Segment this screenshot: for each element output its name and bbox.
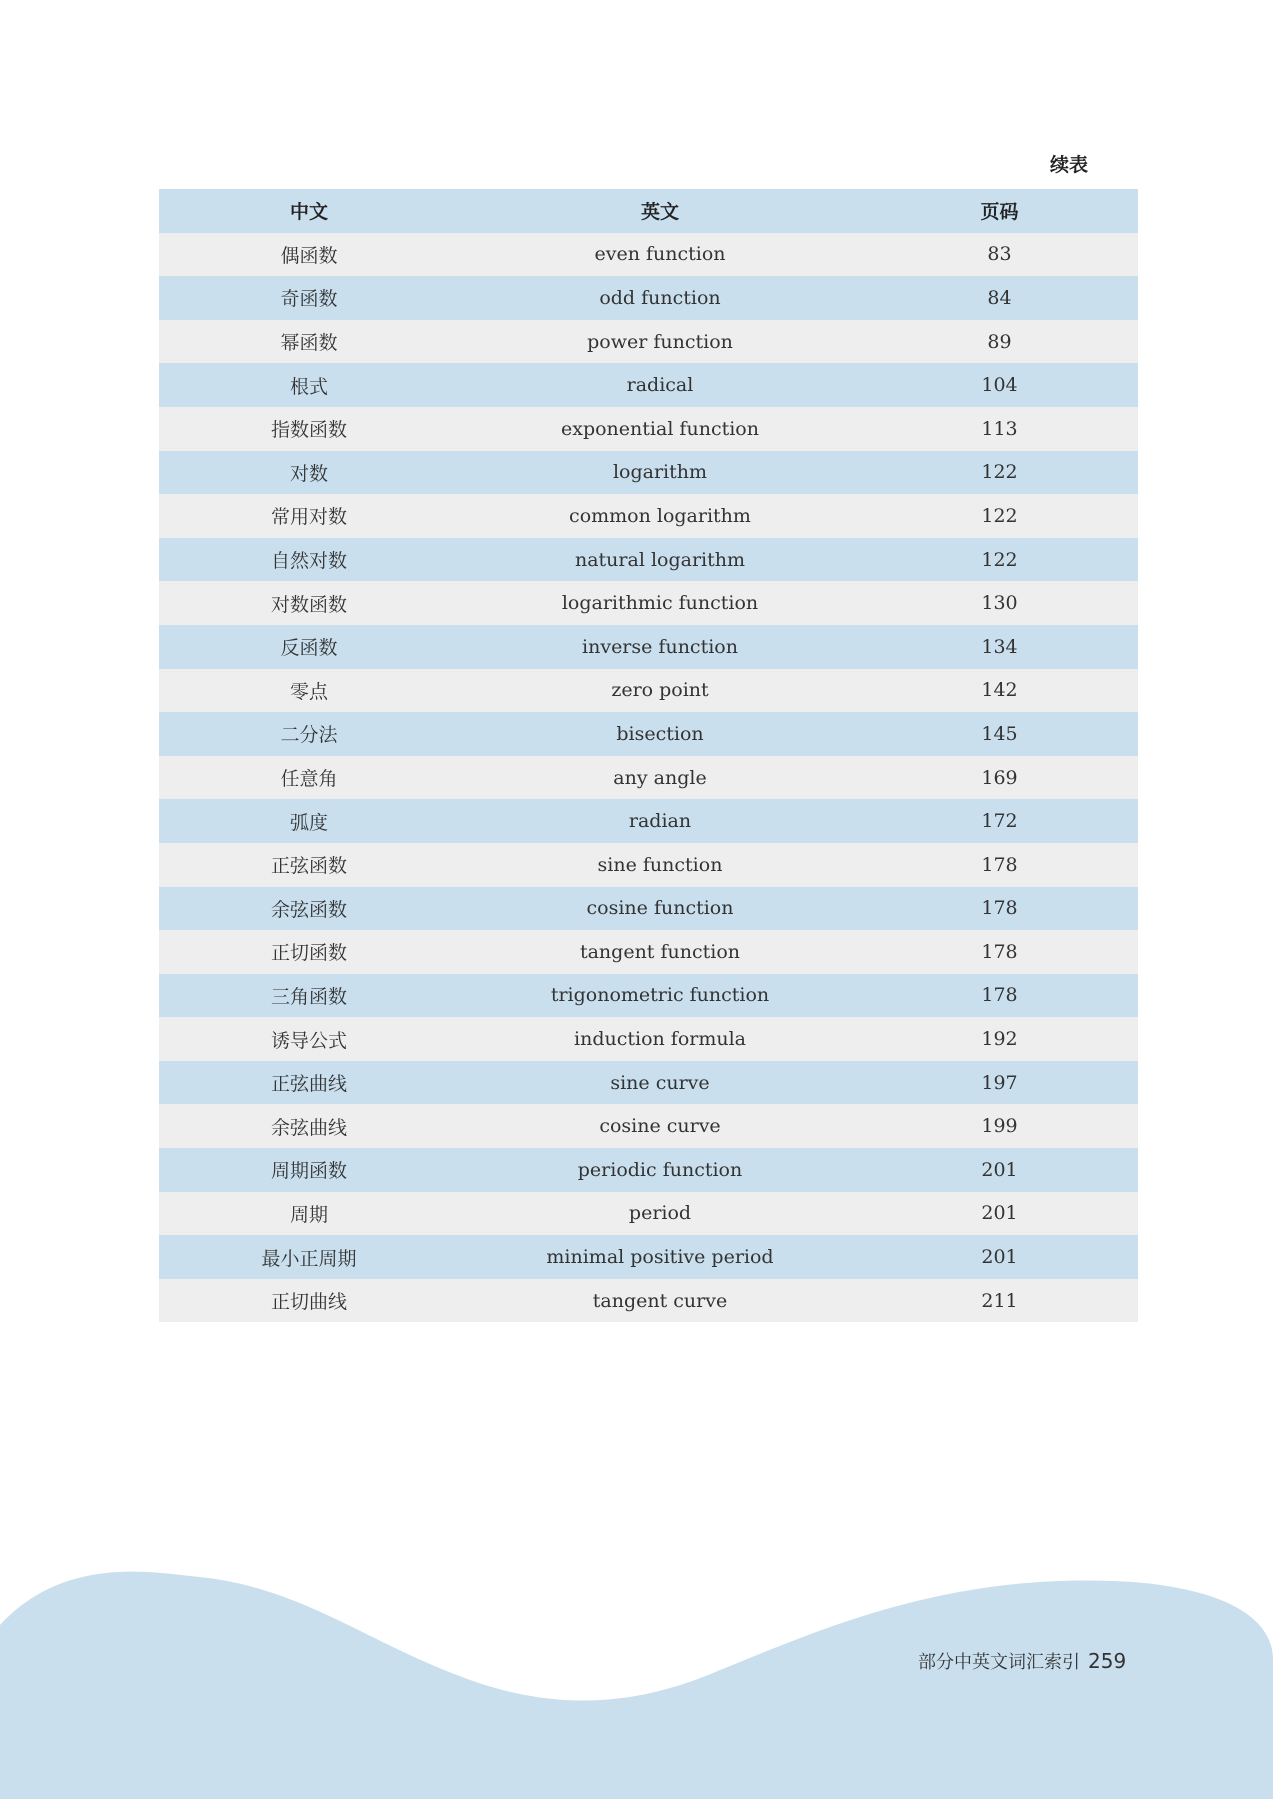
cell-page: 178 bbox=[981, 897, 1018, 920]
cell-chinese: 正弦曲线 bbox=[270, 1073, 347, 1096]
cell-chinese: 对数 bbox=[289, 462, 328, 485]
cell-english: sine curve bbox=[610, 1071, 710, 1094]
cell-page: 134 bbox=[981, 635, 1018, 658]
cell-chinese: 幂函数 bbox=[280, 332, 338, 355]
cell-page: 211 bbox=[981, 1289, 1018, 1312]
cell-english: period bbox=[628, 1202, 692, 1225]
cell-page: 172 bbox=[981, 810, 1018, 833]
cell-english: logarithm bbox=[612, 461, 708, 484]
cell-english: any angle bbox=[613, 766, 707, 789]
table-row bbox=[159, 581, 1138, 625]
cell-page: 113 bbox=[981, 417, 1018, 440]
cell-english: tangent curve bbox=[592, 1289, 728, 1312]
cell-page: 192 bbox=[981, 1028, 1018, 1051]
continued-table-label: 续表 bbox=[1050, 154, 1089, 176]
cell-chinese: 根式 bbox=[289, 375, 328, 398]
table-row bbox=[159, 669, 1138, 713]
cell-english: tangent function bbox=[579, 940, 741, 963]
cell-chinese: 二分法 bbox=[280, 724, 338, 747]
header-english: 英文 bbox=[640, 201, 679, 224]
cell-page: 122 bbox=[981, 504, 1018, 527]
cell-english: cosine function bbox=[586, 897, 734, 920]
table-row bbox=[159, 1279, 1138, 1323]
table-row bbox=[159, 1235, 1138, 1279]
cell-chinese: 余弦曲线 bbox=[270, 1116, 347, 1139]
cell-chinese: 周期 bbox=[289, 1203, 328, 1226]
cell-english: inverse function bbox=[582, 635, 738, 658]
cell-english: periodic function bbox=[577, 1158, 743, 1181]
cell-english: induction formula bbox=[574, 1028, 746, 1051]
cell-chinese: 余弦函数 bbox=[270, 898, 347, 921]
cell-page: 83 bbox=[987, 243, 1012, 266]
cell-chinese: 反函数 bbox=[280, 637, 338, 660]
cell-english: sine function bbox=[597, 853, 723, 876]
table-row bbox=[159, 494, 1138, 538]
cell-english: logarithmic function bbox=[561, 592, 759, 615]
cell-chinese: 任意角 bbox=[280, 768, 338, 791]
cell-english: natural logarithm bbox=[574, 548, 746, 571]
cell-page: 122 bbox=[981, 548, 1018, 571]
table-row bbox=[159, 1061, 1138, 1105]
cell-chinese: 常用对数 bbox=[270, 506, 347, 529]
cell-page: 145 bbox=[981, 722, 1018, 745]
cell-chinese: 对数函数 bbox=[270, 593, 347, 616]
cell-chinese: 指数函数 bbox=[270, 419, 347, 442]
table-row bbox=[159, 1148, 1138, 1192]
cell-page: 201 bbox=[981, 1158, 1018, 1181]
cell-english: even function bbox=[594, 243, 726, 266]
cell-chinese: 正切曲线 bbox=[270, 1291, 347, 1314]
cell-page: 142 bbox=[981, 679, 1018, 702]
page-footer bbox=[918, 1648, 1126, 1674]
table-row bbox=[159, 712, 1138, 756]
table-row bbox=[159, 1017, 1138, 1061]
cell-chinese: 弧度 bbox=[289, 811, 328, 834]
table-row bbox=[159, 887, 1138, 931]
cell-page: 178 bbox=[981, 984, 1018, 1007]
cell-chinese: 自然对数 bbox=[270, 550, 347, 573]
cell-page: 84 bbox=[987, 286, 1012, 309]
header-page: 页码 bbox=[980, 201, 1019, 224]
table-row bbox=[159, 363, 1138, 407]
cell-chinese: 三角函数 bbox=[270, 985, 347, 1008]
cell-page: 197 bbox=[981, 1071, 1018, 1094]
table-row bbox=[159, 625, 1138, 669]
cell-chinese: 正弦函数 bbox=[270, 855, 347, 878]
table-header-row bbox=[159, 189, 1138, 233]
cell-page: 178 bbox=[981, 853, 1018, 876]
cell-page: 169 bbox=[981, 766, 1018, 789]
table-row bbox=[159, 1104, 1138, 1148]
cell-english: trigonometric function bbox=[550, 984, 770, 1007]
table-row bbox=[159, 407, 1138, 451]
table-row bbox=[159, 756, 1138, 800]
cell-chinese: 偶函数 bbox=[280, 244, 338, 267]
cell-chinese: 周期函数 bbox=[270, 1160, 347, 1183]
table-row bbox=[159, 843, 1138, 887]
cell-chinese: 正切函数 bbox=[270, 942, 347, 965]
table-row bbox=[159, 1192, 1138, 1236]
cell-chinese: 最小正周期 bbox=[261, 1247, 357, 1270]
cell-chinese: 诱导公式 bbox=[270, 1029, 347, 1052]
cell-english: common logarithm bbox=[569, 504, 751, 527]
cell-english: radian bbox=[628, 810, 692, 833]
cell-chinese: 零点 bbox=[289, 680, 328, 703]
table-row bbox=[159, 233, 1138, 277]
cell-page: 122 bbox=[981, 461, 1018, 484]
table-row bbox=[159, 320, 1138, 364]
cell-page: 104 bbox=[981, 374, 1018, 397]
table-row bbox=[159, 930, 1138, 974]
cell-english: radical bbox=[626, 374, 694, 397]
footer-section-title: 部分中英文词汇索引 bbox=[918, 1652, 1080, 1673]
cell-english: bisection bbox=[616, 722, 704, 745]
table-row bbox=[159, 799, 1138, 843]
header-chinese: 中文 bbox=[289, 201, 328, 224]
vocabulary-table bbox=[159, 189, 1138, 1322]
table-row bbox=[159, 538, 1138, 582]
cell-english: exponential function bbox=[561, 417, 759, 440]
cell-page: 89 bbox=[987, 330, 1012, 353]
cell-page: 199 bbox=[981, 1115, 1018, 1138]
cell-english: odd function bbox=[599, 286, 721, 309]
cell-english: minimal positive period bbox=[546, 1246, 774, 1269]
table-row bbox=[159, 974, 1138, 1018]
cell-page: 201 bbox=[981, 1246, 1018, 1269]
cell-page: 201 bbox=[981, 1202, 1018, 1225]
table-row bbox=[159, 276, 1138, 320]
cell-page: 130 bbox=[981, 592, 1018, 615]
page-number: 259 bbox=[1088, 1649, 1127, 1673]
table-row bbox=[159, 451, 1138, 495]
cell-english: zero point bbox=[611, 679, 709, 702]
cell-chinese: 奇函数 bbox=[280, 288, 338, 311]
cell-english: power function bbox=[587, 330, 733, 353]
cell-english: cosine curve bbox=[599, 1115, 721, 1138]
cell-page: 178 bbox=[981, 940, 1018, 963]
